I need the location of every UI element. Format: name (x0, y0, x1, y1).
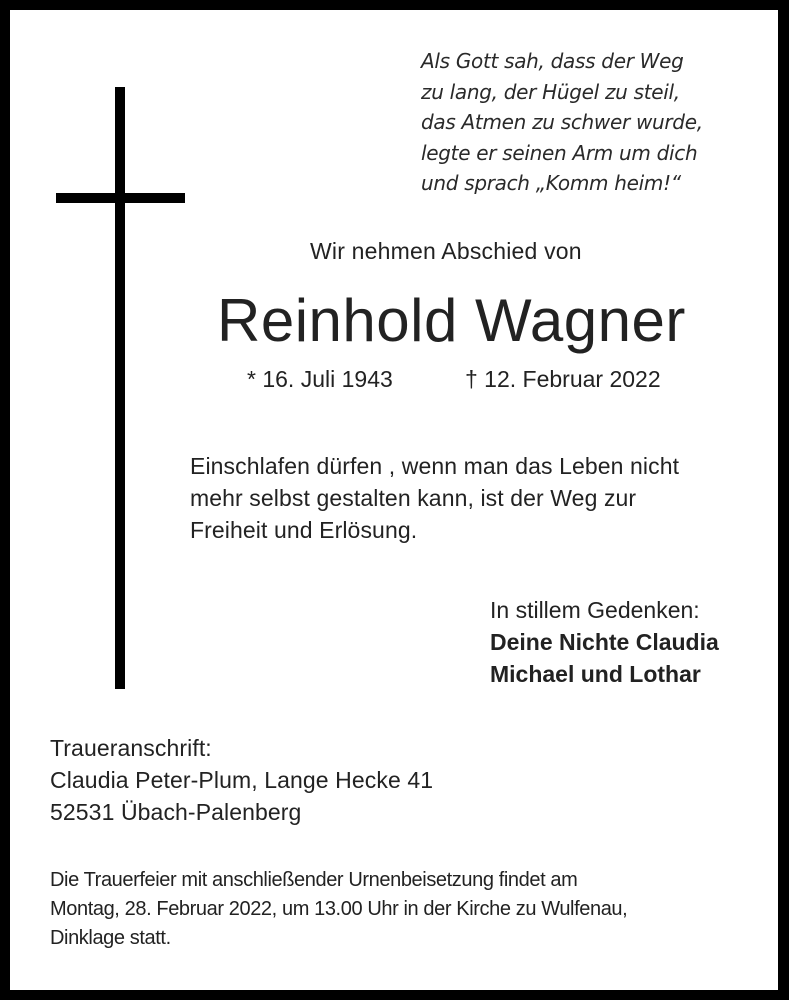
quote-line: Einschlafen dürfen , wenn man das Leben nicht (190, 453, 680, 479)
cross-vertical-bar (115, 87, 125, 689)
quote (190, 450, 679, 546)
poem-line: zu lang, der Hügel zu steil, (421, 79, 680, 104)
cross-horizontal-bar (56, 193, 185, 203)
poem-line: legte er seinen Arm um dich (421, 140, 698, 165)
poem (421, 46, 703, 199)
address-line: Claudia Peter-Plum, Lange Hecke 41 (50, 767, 434, 793)
quote-line: mehr selbst gestalten kann, ist der Weg zur (190, 485, 637, 511)
address-label: Traueranschrift: (50, 735, 212, 761)
mourners (490, 594, 719, 690)
mourners-heading: In stillem Gedenken: (490, 597, 700, 623)
mourning-address (50, 732, 433, 828)
service-line: Dinklage statt. (50, 927, 171, 949)
address-line: 52531 Übach-Palenberg (50, 799, 302, 825)
deceased-name: Reinhold Wagner (217, 287, 686, 354)
service-line: Die Trauerfeier mit anschließender Urnenbeisetzung findet am (50, 869, 578, 891)
mourner-name: Deine Nichte Claudia (490, 629, 719, 655)
poem-line: Als Gott sah, dass der Weg (421, 49, 684, 73)
obituary-notice (10, 10, 778, 990)
birth-date: * 16. Juli 1943 (247, 366, 393, 392)
poem-line: das Atmen zu schwer wurde, (421, 110, 703, 134)
service-line: Montag, 28. Februar 2022, um 13.00 Uhr in der Kirche zu Wulfenau, (50, 898, 628, 920)
poem-line: und sprach „Komm heim!“ (421, 171, 681, 195)
funeral-service-info (50, 866, 627, 953)
death-date: † 12. Februar 2022 (465, 366, 661, 392)
intro-text: Wir nehmen Abschied von (310, 238, 582, 264)
quote-line: Freiheit und Erlösung. (190, 517, 418, 543)
mourner-name: Michael und Lothar (490, 661, 701, 687)
